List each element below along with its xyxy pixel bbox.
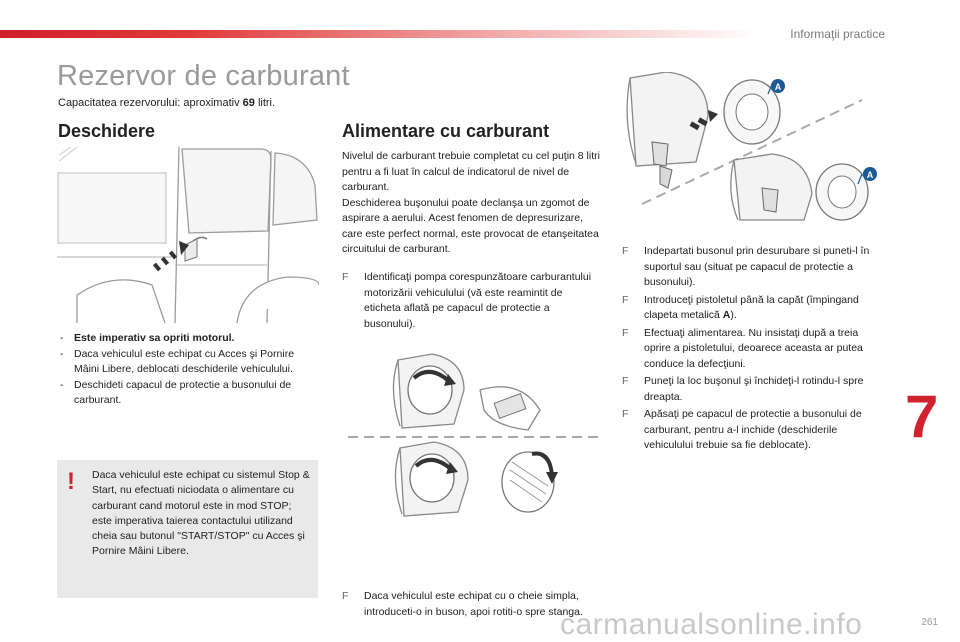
refuel-paragraph-1: Nivelul de carburant trebuie completat cu cel puţin 8 litri pentru a fi luat în calcul de indicatorul de nivel de carburant. <box>342 150 600 193</box>
opening-steps <box>60 331 318 409</box>
cap-removal-illustration <box>344 350 602 520</box>
heading-alimentare: Alimentare cu carburant <box>342 121 550 141</box>
list-item: F Daca vehiculul este echipat cu o cheie simpla, introduceti-o in buson, apoi rotiti-o spre stanga. <box>342 590 583 618</box>
list-item: - Daca vehiculul este echipat cu Acces şi Pornire Mâini Libere, deblocati deschiderile vehiculului. <box>60 347 295 375</box>
warning-icon: ! <box>67 468 75 495</box>
refuel-paragraph-2: Deschiderea buşonului poate declanşa un zgomot de aspirare a aerului. Acest fenomen de depresurizare, care este perfect normal, este provocat de etanşeitatea circuitului de carburant. <box>342 196 599 255</box>
list-item: F Apăsaţi pe capacul de protectie a busonului de carburant, pentru a-l inchide (deschiderile vehiculului trebuie sa fie deblocate). <box>622 408 862 451</box>
capacity-value: 69 <box>242 97 255 109</box>
chapter-number: 7 <box>905 383 939 450</box>
capacity-text: Capacitatea rezervorului: aproximativ 69 litri. <box>58 97 276 109</box>
list-item: F Indepartati busonul prin desurubare si puneti-l în suportul sau (situat pe capacul de protectie a busonului). <box>622 245 870 288</box>
watermark: carmanualsonline.info <box>560 608 863 641</box>
list-item: F Efectuaţi alimentarea. Nu insistaţi după a treia oprire a pistoletului, deoarece aceasta ar putea conduce la defecţiuni. <box>622 326 863 370</box>
van-side-illustration <box>57 145 319 325</box>
stop-start-warning <box>57 460 318 598</box>
list-item: - Deschideti capacul de protectie a busonului de carburant. <box>60 378 292 406</box>
list-item: F Puneţi la loc buşonul şi închideţi-l rotindu-l spre dreapta. <box>622 375 864 403</box>
nozzle-insertion-illustration <box>622 72 884 222</box>
page-number: 261 <box>921 617 938 628</box>
section-label: Informaţii practice <box>790 27 885 41</box>
list-item: F Identificaţi pompa corespunzătoare carburantului motorizării vehiculului (vă este reamintit de eticheta aflată pe capacul de protectie a busonului). <box>342 271 592 330</box>
list-item: - Este imperativ sa opriti motorul. <box>60 332 235 344</box>
page-title: Rezervor de carburant <box>57 60 350 92</box>
refuel-steps <box>622 244 880 456</box>
heading-deschidere: Deschidere <box>58 121 156 141</box>
header-accent-bar <box>0 30 760 38</box>
callout-a-label: A <box>774 82 782 92</box>
refuel-intro <box>342 149 600 258</box>
callout-a-label: A <box>866 170 874 180</box>
list-item: F Introduceţi pistoletul până la capăt (împingand clapeta metalică A). <box>622 293 859 321</box>
warning-text: Daca vehiculul este echipat cu sistemul Stop & Start, nu efectuati niciodata o alimentare cu carburant cand motorul este in mod STOP; este imperativa taierea contactului utilizand cheia sau butonul "START/STOP" cu Acces şi Pornire Mâini Libere. <box>92 469 310 558</box>
